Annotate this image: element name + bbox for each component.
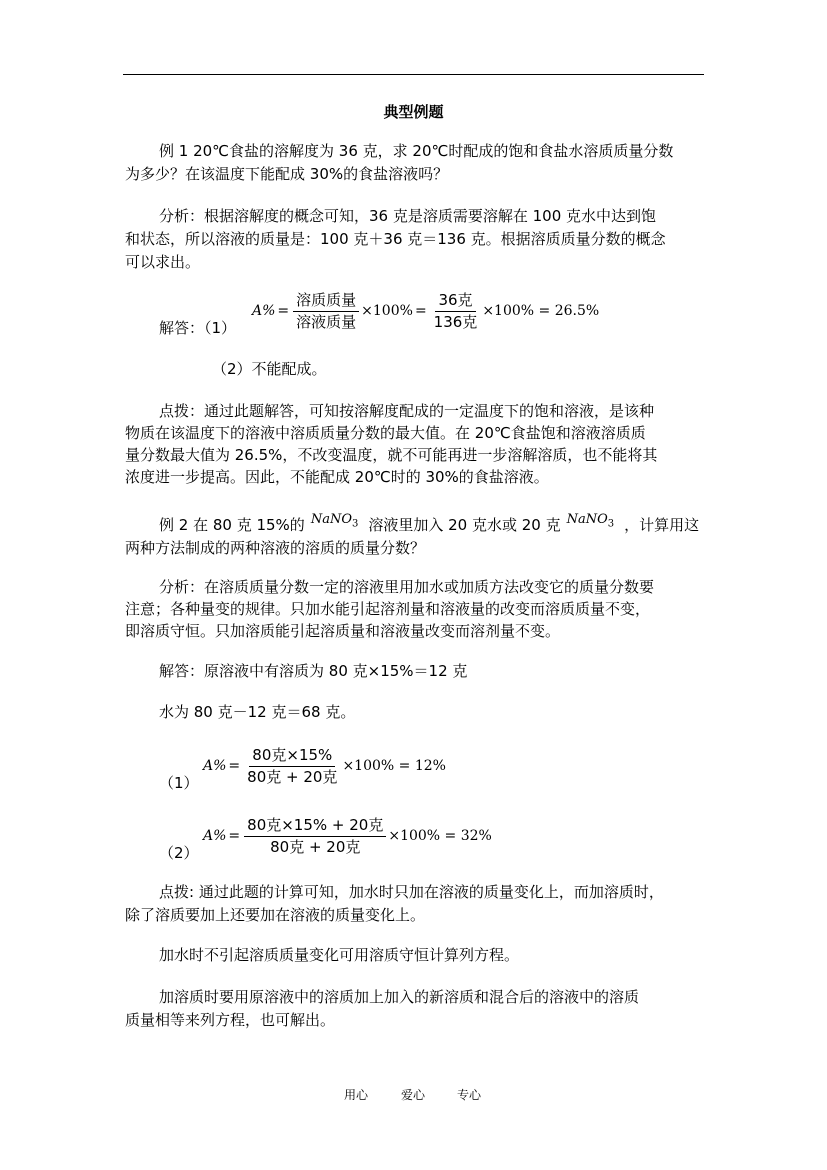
example2-note1: 加水时不引起溶质质量变化可用溶质守恒计算列方程。 [159, 946, 520, 964]
formula-numerator: 80克×15% [249, 746, 335, 767]
example1-tip-line4: 浓度进一步提高。因此，不能配成 20℃时的 30%的食盐溶液。 [125, 468, 549, 486]
example2-answer-line2: 水为 80 克－12 克＝68 克。 [159, 703, 356, 721]
example2-label1: （1） [159, 774, 199, 792]
example2-formula2 [203, 812, 492, 860]
formula-denominator: 溶液质量 [296, 312, 357, 331]
chemical-formula [566, 512, 615, 530]
footer-item-1: 用心 [344, 1088, 369, 1102]
formula-fraction [244, 746, 340, 787]
formula-lhs: A% [203, 828, 227, 844]
example1-analysis-line2: 和状态，所以溶液的质量是：100 克＋36 克＝136 克。根据溶质质量分数的概念 [125, 230, 666, 248]
example2-tip-line1: 点拨: 通过此题的计算可知，加水时只加在溶液的质量变化上，而加溶质时， [159, 883, 664, 901]
formula-fraction [431, 291, 481, 332]
example2-formula1 [203, 742, 446, 790]
example1-tip-line3: 量分数最大值为 26.5%，不改变温度，就不可能再进一步溶解溶质，也不能将其 [125, 446, 658, 464]
formula-result: ×100% = 26.5% [482, 303, 600, 319]
footer-item-3: 专心 [457, 1088, 482, 1102]
example2-analysis-line1: 分析：在溶质质量分数一定的溶液里用加水或加质方法改变它的质量分数要 [159, 578, 655, 596]
example1-tip-line2: 物质在该温度下的溶液中溶质质量分数的最大值。在 20℃食盐饱和溶液溶质质 [125, 424, 646, 442]
chemical-formula [310, 512, 359, 530]
example1-question-line1: 例 1 20℃食盐的溶解度为 36 克，求 20℃时配成的饱和食盐水溶质质量分数 [159, 142, 674, 160]
example2-question-part3: ，计算用这 [624, 516, 700, 534]
formula-numerator: 36克 [435, 291, 475, 312]
example1-analysis-line1: 分析：根据溶解度的概念可知，36 克是溶质需要溶解在 100 克水中达到饱 [159, 207, 657, 225]
example1-answer2: （2）不能配成。 [212, 360, 327, 378]
formula-lhs: A% [203, 758, 227, 774]
formula-numerator: 溶质质量 [293, 291, 359, 312]
example1-tip-line1: 点拨：通过此题解答，可知按溶解度配成的一定温度下的饱和溶液，是该种 [159, 402, 655, 420]
chem-sub: 3 [351, 518, 359, 530]
formula-equals: = [228, 758, 241, 774]
example2-note2-line1: 加溶质时要用原溶液中的溶质加上加入的新溶质和混合后的溶液中的溶质 [159, 988, 640, 1006]
formula-lhs: A% [252, 303, 276, 319]
example1-analysis-line3: 可以求出。 [125, 253, 201, 271]
formula-equals: = [228, 828, 241, 844]
formula-fraction [244, 816, 386, 857]
example2-tip-line2: 除了溶质要加上还要加在溶液的质量变化上。 [125, 906, 426, 924]
example2-note2-line2: 质量相等来列方程，也可解出。 [125, 1011, 336, 1029]
page-title: 典型例题 [383, 103, 444, 121]
example2-question-part1: 例 2 在 80 克 15%的 [159, 516, 305, 534]
example2-answer-line1: 解答：原溶液中有溶质为 80 克×15%＝12 克 [159, 662, 468, 680]
example1-formula [252, 287, 599, 335]
footer-item-2: 爱心 [401, 1088, 426, 1102]
formula-result: ×100% = 12% [342, 758, 446, 774]
formula-denominator: 136克 [433, 312, 478, 331]
example2-question-line2: 两种方法制成的两种溶液的溶质的质量分数？ [125, 539, 426, 557]
formula-denominator: 80克 + 20克 [270, 837, 361, 856]
header-rule [123, 74, 704, 75]
formula-multiplier: ×100% [361, 303, 413, 319]
example2-analysis-line2: 注意；各种量变的规律。只加水能引起溶剂量和溶液量的改变而溶质质量不变， [125, 600, 651, 618]
example1-question-line2: 为多少？在该温度下能配成 30%的食盐溶液吗？ [125, 165, 449, 183]
formula-equals: = [414, 303, 427, 319]
formula-fraction [293, 291, 359, 332]
formula-equals: = [277, 303, 290, 319]
example2-label2: （2） [159, 844, 199, 862]
formula-result: ×100% = 32% [388, 828, 492, 844]
example1-answer-label: 解答：（1） [159, 319, 237, 337]
example2-analysis-line3: 即溶质守恒。只加溶质能引起溶质量和溶液量改变而溶剂量不变。 [125, 622, 561, 640]
example2-question-part2: 溶液里加入 20 克水或 20 克 [368, 516, 561, 534]
chem-main: NaNO [310, 512, 352, 527]
chem-main: NaNO [566, 512, 608, 527]
formula-denominator: 80克 + 20克 [247, 767, 338, 786]
chem-sub: 3 [607, 518, 615, 530]
formula-numerator: 80克×15% + 20克 [244, 816, 386, 837]
